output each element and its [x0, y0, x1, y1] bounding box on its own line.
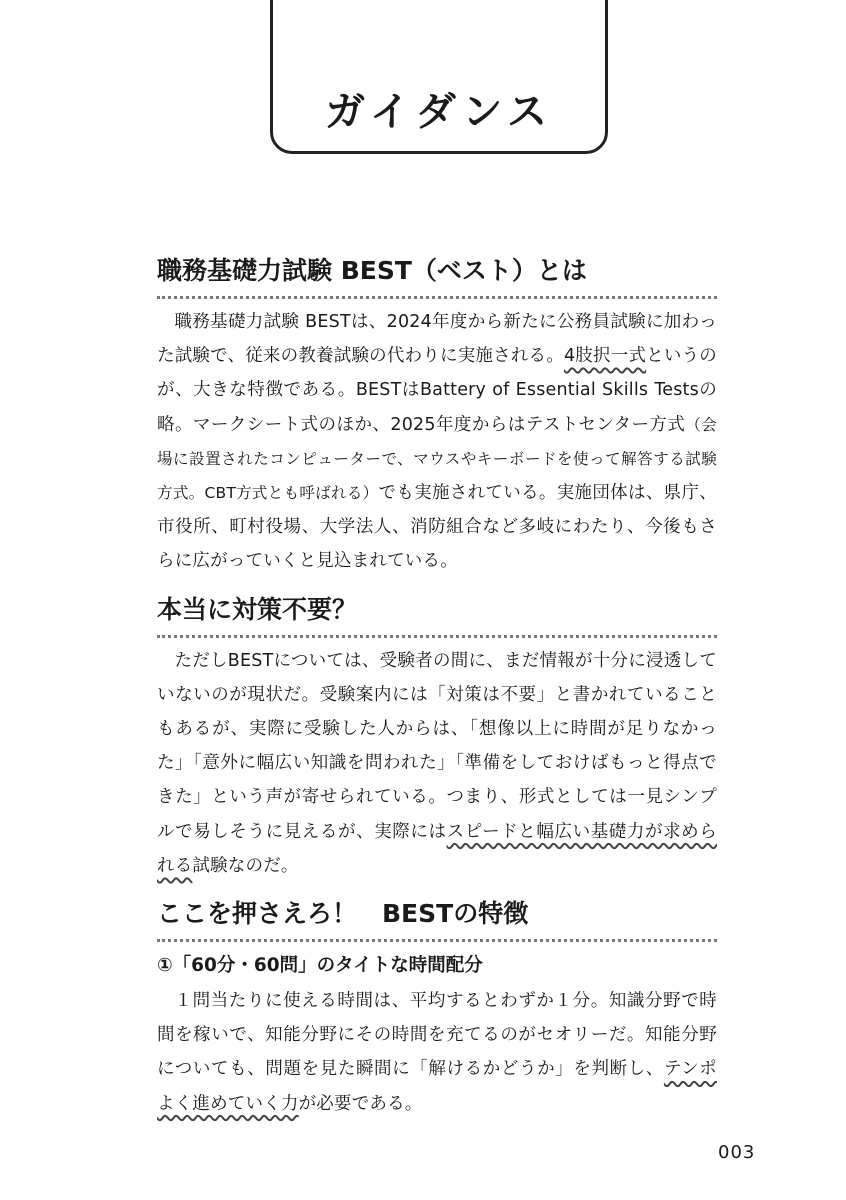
main-content — [157, 250, 717, 1131]
section-what-is-best — [157, 250, 717, 579]
page-title: ガイダンス — [325, 89, 553, 135]
section-countermeasures — [157, 589, 717, 883]
section-paragraph — [157, 644, 717, 883]
section-heading: 本当に対策不要？ — [157, 589, 717, 638]
paragraph-text: が必要である。 — [298, 1093, 423, 1114]
section-heading: 職務基礎力試験 BEST（ベスト）とは — [157, 250, 717, 299]
feature-subheading: ①「60分・60問」のタイトな時間配分 — [157, 955, 483, 977]
paragraph-text: １問当たりに使える時間は、平均するとわずか１分。知識分野で時間を稼いで、知能分野にその時間を充てるのがセオリーだ。知能分野についても、問題を見た瞬間に「解けるかどうか」を判断し、 — [157, 991, 717, 1080]
emphasis-text: スピードと幅広い基礎力が求められる — [157, 821, 717, 876]
parenthetical-note: （会場に設置されたコンピューターで、マウスやキーボードを使って解答する試験方式。CBT方式とも呼ばれる） — [157, 415, 717, 503]
paragraph-text: ただしBESTについては、受験者の間に、まだ情報が十分に浸透していないのが現状だ。受験案内には「対策は不要」と書かれていることもあるが、実際に受験した人からは、「想像以上に時間が足りなかった」「意外に幅広い知識を問われた」「準備をしておけばもっと得点できた」という声が寄せられている。つまり、形式としては一見シンプルで易しそうに見えるが、実際には — [157, 650, 717, 842]
emphasis-text: テンポよく進めていく力 — [157, 1059, 717, 1114]
paragraph-text: 試験なのだ。 — [192, 855, 299, 876]
section-heading: ここを押さえろ！ BESTの特徴 — [157, 893, 717, 942]
paragraph-text: でも実施されている。実施団体は、県庁、市役所、町村役場、大学法人、消防組合など多岐にわたり、今後もさらに広がっていくと見込まれている。 — [157, 483, 717, 572]
paragraph-text: というのが、大きな特徴である。BESTはBattery of Essential Skills Testsの略。マークシート式のほか、2025年度からはテストセンター方式 — [157, 346, 717, 435]
section-paragraph — [157, 984, 717, 1121]
paragraph-text: 職務基礎力試験 BESTは、2024年度から新たに公務員試験に加わった試験で、従来の教養試験の代わりに実施される。 — [157, 312, 717, 367]
emphasis-text: 4肢択一式 — [563, 346, 647, 367]
page-number: 003 — [718, 1142, 756, 1163]
section-best-features — [157, 893, 717, 1121]
section-paragraph — [157, 305, 717, 579]
